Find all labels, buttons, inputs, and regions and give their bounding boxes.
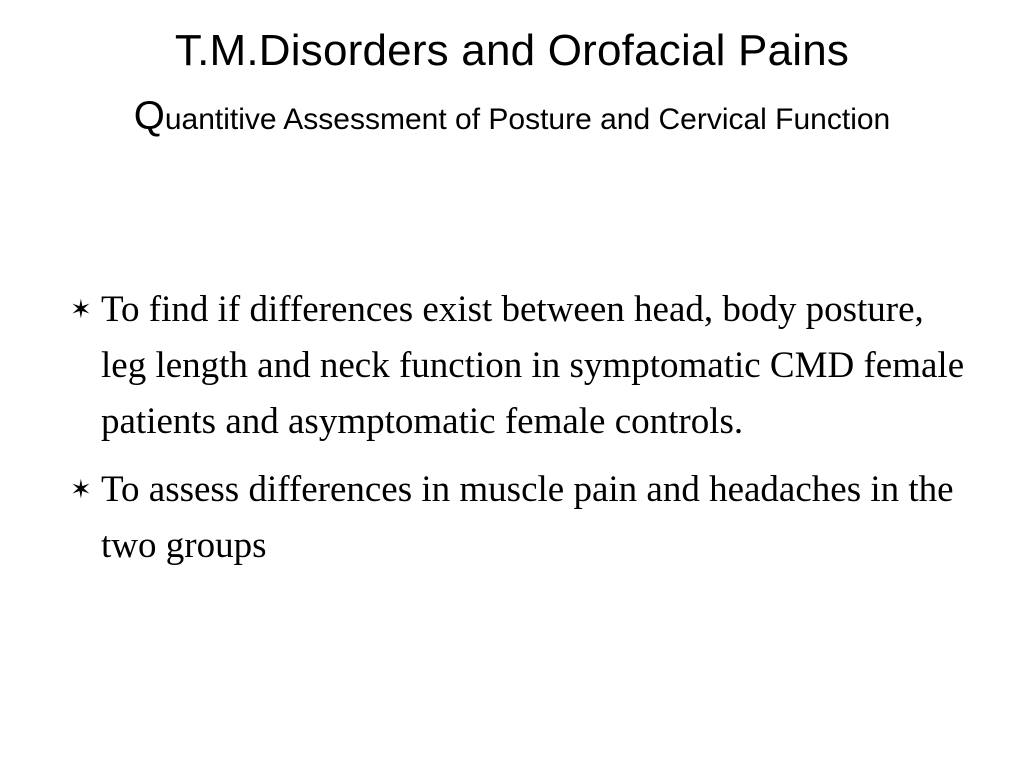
slide-title-block [40, 22, 984, 156]
subtitle-text: uantitive Assessment of Posture and Cervical Function [164, 103, 891, 136]
slide-title: T.M.Disorders and Orofacial Pains [174, 26, 850, 75]
bullet-text: To assess differences in muscle pain and headaches in the two groups [101, 469, 954, 566]
bullet-item [70, 282, 970, 450]
bullet-text: To find if differences exist between head, body posture, leg length and neck function in symptomatic CMD female patients and asymptomatic female controls. [101, 289, 965, 442]
slide-subtitle [40, 80, 984, 156]
star-bullet-icon: ✶ [70, 475, 92, 505]
bullet-list [70, 282, 970, 586]
subtitle-initial: Q [133, 94, 165, 138]
bullet-item [70, 462, 970, 574]
star-bullet-icon: ✶ [70, 295, 92, 325]
